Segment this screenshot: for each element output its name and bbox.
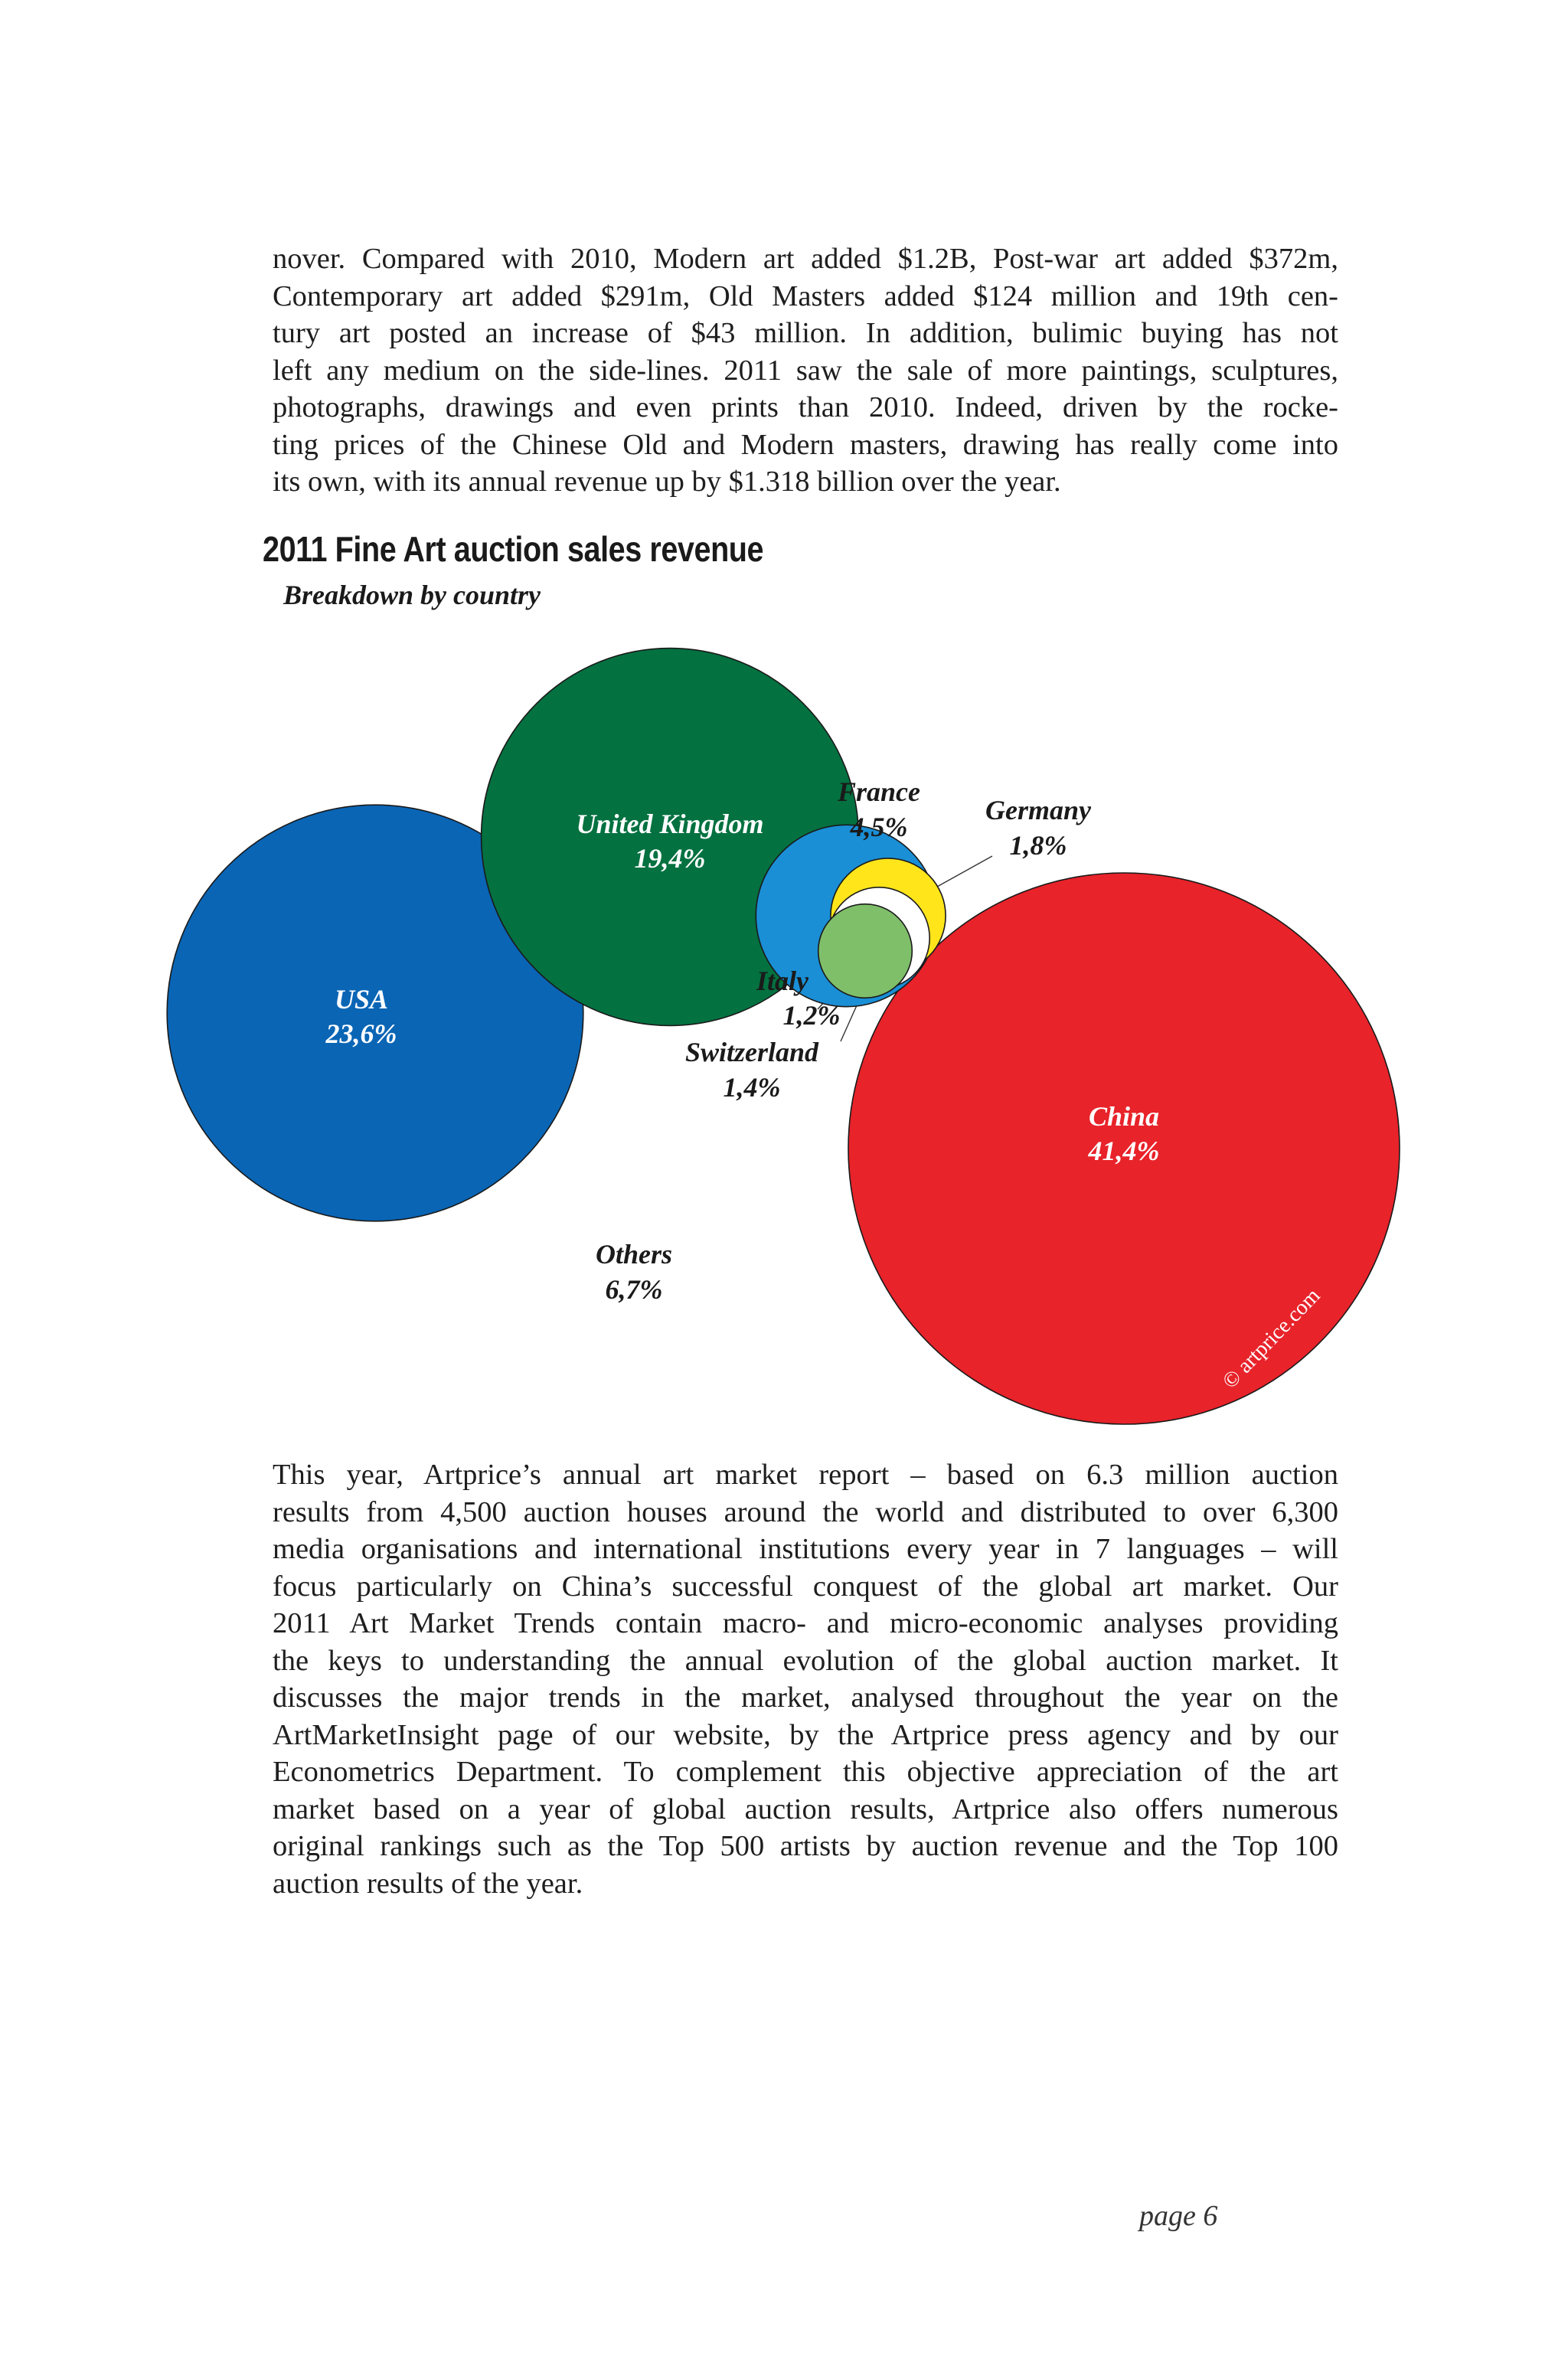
bubble-label-china: China: [1088, 1101, 1160, 1132]
text-line: the keys to understanding the annual evolution of the global auction market. It: [273, 1644, 1338, 1677]
text-line: focus particularly on China’s successful conquest of the global art market. Our: [273, 1570, 1338, 1603]
text-line: results from 4,500 auction houses around the world and distributed to over 6,300: [273, 1495, 1338, 1528]
bubble-value-italy: 1,2%: [782, 1000, 841, 1031]
text-line: left any medium on the side-lines. 2011 saw the sale of more paintings, sculptures,: [273, 354, 1338, 387]
bubble-value-switzerland: 1,4%: [723, 1072, 781, 1103]
chart-title: 2011 Fine Art auction sales revenue: [263, 529, 764, 569]
watermark-text: © artprice.com: [1217, 1283, 1325, 1394]
text-line: nover. Compared with 2010, Modern art added $1.2B, Post-war art added $372m,: [273, 243, 1338, 275]
bubble-label-united-kingdom: United Kingdom: [576, 809, 764, 839]
bubble-label-france: France: [838, 776, 920, 807]
bubble-value-usa: 23,6%: [325, 1018, 397, 1049]
text-line: This year, Artprice’s annual art market report – based on 6.3 million auction: [273, 1459, 1338, 1491]
text-line: ting prices of the Chinese Old and Modern masters, drawing has really come into: [273, 428, 1338, 461]
page-number: page 6: [1139, 2200, 1218, 2232]
text-line: media organisations and international institutions every year in 7 languages – will: [273, 1533, 1338, 1565]
bubble-value-united-kingdom: 19,4%: [634, 843, 706, 874]
text-line: auction results of the year.: [273, 1867, 583, 1900]
text-line: ArtMarketInsight page of our website, by the Artprice press agency and by our: [273, 1718, 1338, 1751]
bubble-value-china: 41,4%: [1088, 1136, 1160, 1166]
text-line: tury art posted an increase of $43 million. In addition, bulimic buying has not: [273, 317, 1338, 349]
text-line: market based on a year of global auction results, Artprice also offers numerous: [273, 1793, 1338, 1825]
text-line: Econometrics Department. To complement this objective appreciation of the art: [273, 1756, 1338, 1788]
bubble-label-italy: Italy: [756, 966, 808, 996]
bubble-label-usa: USA: [334, 984, 389, 1015]
bubble-label-germany: Germany: [985, 795, 1091, 825]
chart-subtitle: Breakdown by country: [283, 580, 541, 610]
bubble-italy: [818, 904, 913, 998]
text-line: Contemporary art added $291m, Old Masters added $124 million and 19th cen-: [273, 279, 1338, 312]
body-paragraph-bottom: [273, 1456, 1338, 1902]
bubble-value-germany: 1,8%: [1009, 830, 1067, 861]
bubble-value-others: 6,7%: [605, 1274, 663, 1305]
text-line: photographs, drawings and even prints than 2010. Indeed, driven by the rocke-: [273, 391, 1338, 423]
text-line: discusses the major trends in the market, analysed throughout the year on the: [273, 1681, 1338, 1714]
text-line: its own, with its annual revenue up by $1.318 billion over the year.: [273, 466, 1061, 498]
text-line: original rankings such as the Top 500 artists by auction revenue and the Top 100: [273, 1830, 1338, 1862]
bubble-label-switzerland: Switzerland: [684, 1037, 819, 1067]
bubble-label-others: Others: [595, 1239, 673, 1270]
text-line: 2011 Art Market Trends contain macro- and micro-economic analyses providing: [273, 1607, 1338, 1639]
bubble-value-france: 4,5%: [850, 812, 908, 842]
